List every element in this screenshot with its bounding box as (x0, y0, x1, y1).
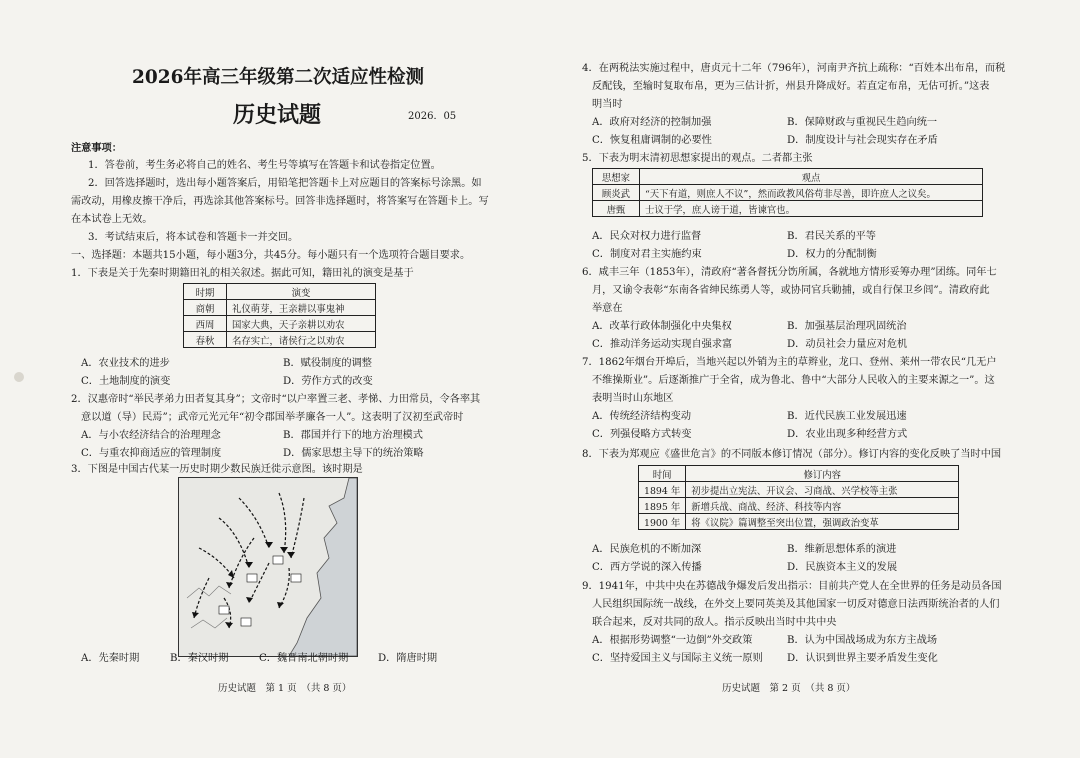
option-b: B．近代民族工业发展迅速 (787, 411, 907, 422)
option-b: B．保障财政与重视民生趋向统一 (787, 117, 938, 128)
table-cell: 士议于学，庶人谤于道，皆谏官也。 (640, 201, 983, 217)
table-cell: 名存实亡，诸侯行之以劝农 (227, 332, 376, 348)
table-row (639, 482, 959, 498)
table-cell: 初步提出立宪法、开议会、习商战、兴学校等主张 (686, 482, 959, 498)
table-cell: “天下有道，则庶人不议”，然而政教风俗苟非尽善，即许庶人之议矣。 (640, 185, 983, 201)
table-header-cell: 演变 (227, 284, 376, 300)
question-stem: 明当时 (592, 99, 623, 110)
table-cell: 1894 年 (639, 482, 686, 498)
q1-table (183, 283, 376, 348)
question-stem: 4．在两税法实施过程中，唐贞元十二年（796年），河南尹齐抗上疏称：“百姓本出布帛，而税 (582, 63, 1006, 74)
option-b: B．认为中国战场成为东方主战场 (787, 635, 938, 646)
table-header-cell: 时间 (639, 466, 686, 482)
option-a: A．根据形势调整“一边倒”外交政策 (592, 635, 753, 646)
table-header-cell: 思想家 (593, 169, 640, 185)
option-d: D．认识到世界主要矛盾发生变化 (787, 653, 938, 664)
option-c: C．坚持爱国主义与国际主义统一原则 (592, 653, 763, 664)
option-d: D．隋唐时期 (378, 653, 438, 664)
question-stem: 8．下表为郑观应《盛世危言》的不同版本修订情况（部分）。修订内容的变化反映了当时中国 (582, 449, 1002, 460)
map-illustration (179, 478, 357, 656)
table-row (184, 316, 376, 332)
section-heading: 一、选择题：本题共15小题，每小题3分，共45分。每小题只有一个选项符合题目要求。 (71, 250, 471, 261)
table-cell: 国家大典，天子亲耕以劝农 (227, 316, 376, 332)
option-d: D．动员社会力量应对危机 (787, 339, 908, 350)
option-c: C．土地制度的演变 (81, 376, 171, 387)
terrain-mark (191, 618, 227, 628)
option-c: C．与重农抑商适应的管理制度 (81, 448, 222, 459)
table-cell: 1900 年 (639, 514, 686, 530)
table-header-cell: 时期 (184, 284, 227, 300)
question-stem: 举意在 (592, 303, 623, 314)
option-d: D．劳作方式的改变 (283, 376, 373, 387)
option-b: B．郡国并行下的地方治理模式 (283, 430, 423, 441)
option-a: A．农业技术的进步 (81, 358, 170, 369)
page-footer: 历史试题 第 1 页 （共 8 页） (218, 683, 352, 694)
table-row (639, 498, 959, 514)
notice-line: 1．答卷前，考生务必将自己的姓名、考生号等填写在答题卡和试卷指定位置。 (88, 160, 441, 171)
option-b: B．君民关系的平等 (787, 231, 876, 242)
option-a: A．先秦时期 (81, 653, 140, 664)
terrain-mark (187, 586, 231, 598)
migration-map (178, 477, 358, 657)
binding-hole (14, 372, 24, 382)
option-b: B．维新思想体系的演进 (787, 544, 897, 555)
question-stem: 人民组织国际统一战线，在外交上要同英美及其他国家一切反对德意日法西斯统治者的人们 (592, 599, 1000, 610)
option-c: C．魏晋南北朝时期 (259, 653, 349, 664)
migration-arrows (194, 493, 304, 628)
page-footer: 历史试题 第 2 页 （共 8 页） (722, 683, 856, 694)
question-stem: 7．1862年烟台开埠后，当地兴起以外销为主的草辫业，龙口、登州、莱州一带农民“几无户 (582, 357, 997, 368)
option-d: D．制度设计与社会现实存在矛盾 (787, 135, 938, 146)
table-cell: 商朝 (184, 300, 227, 316)
option-b: B．加强基层治理巩固统治 (787, 321, 907, 332)
question-stem: 5．下表为明末清初思想家提出的观点。二者都主张 (582, 153, 813, 164)
table-cell: 春秋 (184, 332, 227, 348)
option-b: B．赋役制度的调整 (283, 358, 372, 369)
option-a: A．传统经济结构变动 (592, 411, 692, 422)
option-a: A．民族危机的不断加深 (592, 544, 702, 555)
sea-area (289, 478, 357, 656)
table-row (593, 201, 983, 217)
table-cell: 顾炎武 (593, 185, 640, 201)
table-cell: 1895 年 (639, 498, 686, 514)
question-stem: 联合起来，反对共同的敌人。指示反映出当时中共中央 (592, 617, 837, 628)
notice-line: 在本试卷上无效。 (71, 214, 153, 225)
table-cell: 将《议院》篇调整至突出位置，强调政治变革 (686, 514, 959, 530)
option-b: B．秦汉时期 (170, 653, 229, 664)
exam-date: 2026．05 (408, 111, 457, 122)
option-c: C．西方学说的深入传播 (592, 562, 702, 573)
option-a: A．与小农经济结合的治理理念 (81, 430, 221, 441)
table-cell: 西周 (184, 316, 227, 332)
question-stem: 反配钱，至输时复取布帛，更为三估计折，州县升降成好。若直定布帛，无估可折。”这表 (592, 81, 990, 92)
notice-heading: 注意事项： (71, 142, 122, 154)
question-stem: 9．1941年，中共中央在苏德战争爆发后发出指示：目前共产党人在全世界的任务是动员各国 (582, 581, 1002, 592)
option-d: D．农业出现多种经营方式 (787, 429, 908, 440)
option-a: A．政府对经济的控制加强 (592, 117, 712, 128)
table-row (184, 300, 376, 316)
place-markers (219, 556, 301, 626)
option-c: C．恢复租庸调制的必要性 (592, 135, 712, 146)
table-cell: 新增兵战、商战、经济、科技等内容 (686, 498, 959, 514)
question-stem: 1．下表是关于先秦时期籍田礼的相关叙述。据此可知，籍田礼的演变是基于 (71, 268, 414, 279)
notice-line: 2．回答选择题时，选出每小题答案后，用铅笔把答题卡上对应题目的答案标号涂黑。如 (88, 178, 482, 189)
table-row (593, 185, 983, 201)
option-c: C．推动洋务运动实现自强求富 (592, 339, 733, 350)
table-row (639, 514, 959, 530)
question-stem: 意以道（导）民焉”；武帝元光元年“初令郡国举孝廉各一人”。这表明了汉初至武帝时 (81, 412, 464, 423)
option-d: D．儒家思想主导下的统治策略 (283, 448, 424, 459)
table-header-cell: 观点 (640, 169, 983, 185)
question-stem: 表明当时山东地区 (592, 393, 674, 404)
option-d: D．民族资本主义的发展 (787, 562, 898, 573)
main-title: 2026年高三年级第二次适应性检测 (132, 67, 424, 88)
exam-page-2 (540, 0, 1080, 758)
q5-table (592, 168, 983, 217)
notice-line: 3．考试结束后，将本试卷和答题卡一并交回。 (88, 232, 299, 243)
table-cell: 唐甄 (593, 201, 640, 217)
option-d: D．权力的分配制衡 (787, 249, 877, 260)
question-stem: 3．下图是中国古代某一历史时期少数民族迁徙示意图。该时期是 (71, 464, 363, 475)
option-c: C．制度对君主实施约束 (592, 249, 702, 260)
notice-line: 需改动，用橡皮擦干净后，再选涂其他答案标号。回答非选择题时，将答案写在答题卡上。写 (71, 196, 489, 207)
option-a: A．民众对权力进行监督 (592, 231, 702, 242)
option-a: A．改革行政体制强化中央集权 (592, 321, 732, 332)
table-cell: 礼仪萌芽，王亲耕以事鬼神 (227, 300, 376, 316)
option-c: C．列强侵略方式转变 (592, 429, 692, 440)
question-stem: 2．汉惠帝时“举民孝弟力田者复其身”；文帝时“以户率置三老、孝悌、力田常员，令各率其 (71, 394, 481, 405)
table-row (184, 332, 376, 348)
question-stem: 不维操斯业”。后逐渐推广于全省，成为鲁北、鲁中“大部分人民收入的主要来源之一”。这 (592, 375, 995, 386)
subject-title: 历史试题 (233, 102, 322, 128)
question-stem: 月，又谕令表彰“东南各省绅民练勇人等，或协同官兵勦捕，或自行保卫乡闾”。清政府此 (592, 285, 990, 296)
table-header-cell: 修订内容 (686, 466, 959, 482)
q8-table (638, 465, 959, 530)
question-stem: 6．咸丰三年（1853年），清政府“著各督抚分饬所属，各就地方情形妥筹办理”团练。同年七 (582, 267, 997, 278)
